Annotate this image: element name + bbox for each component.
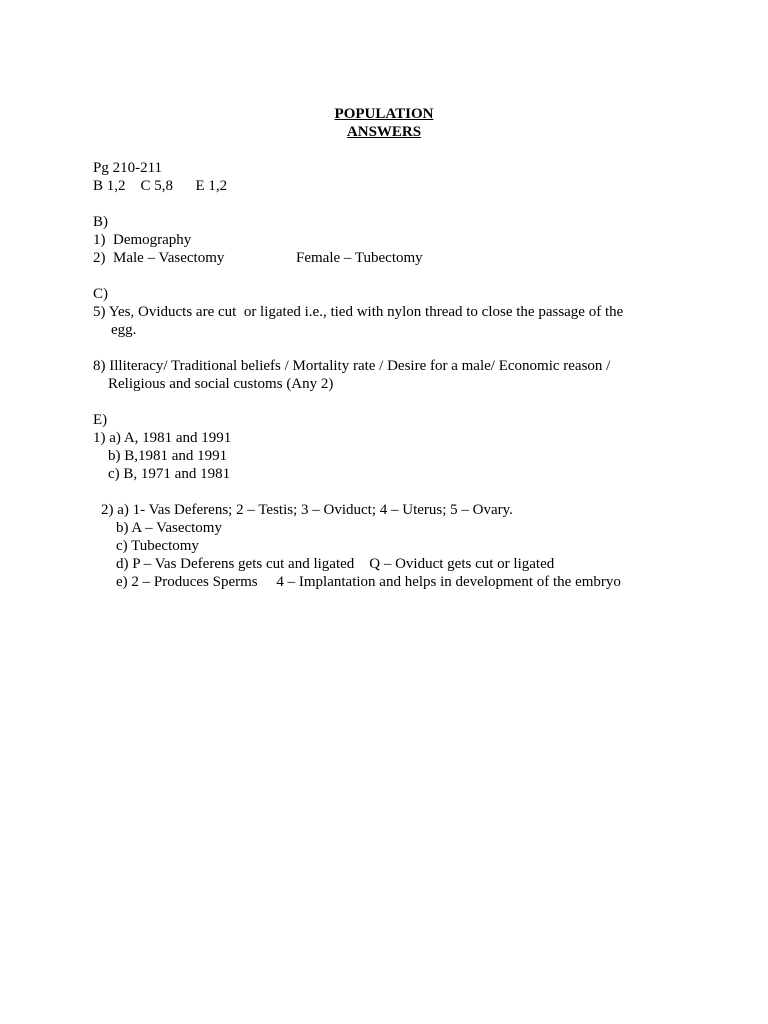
section-c-heading: C)	[93, 286, 108, 302]
answer-b2-female: Female – Tubectomy	[296, 250, 423, 266]
page-reference: Pg 210-211	[93, 160, 163, 176]
answer-e1c: c) B, 1971 and 1981	[108, 466, 231, 482]
answer-e2b: b) A – Vasectomy	[116, 520, 222, 536]
answer-c8-line2: Religious and social customs (Any 2)	[108, 376, 334, 392]
answer-b2: 2) Male – Vasectomy	[93, 250, 225, 266]
answer-c8-line1: 8) Illiteracy/ Traditional beliefs / Mortality rate / Desire for a male/ Economic reason /	[93, 358, 611, 374]
question-list: B 1,2 C 5,8 E 1,2	[93, 178, 228, 194]
section-e-heading: E)	[93, 412, 108, 428]
answer-e1a: 1) a) A, 1981 and 1991	[93, 430, 232, 446]
answer-e1b: b) B,1981 and 1991	[108, 448, 228, 464]
answer-e2a: 2) a) 1- Vas Deferens; 2 – Testis; 3 – Oviduct; 4 – Uterus; 5 – Ovary.	[101, 502, 513, 518]
answer-c5-line1: 5) Yes, Oviducts are cut or ligated i.e., tied with nylon thread to close the passage of the	[93, 304, 624, 320]
answer-e2e: e) 2 – Produces Sperms 4 – Implantation and helps in development of the embryo	[116, 574, 621, 590]
answer-e2c: c) Tubectomy	[116, 538, 199, 554]
answer-b1: 1) Demography	[93, 232, 192, 248]
answer-e2d: d) P – Vas Deferens gets cut and ligated Q – Oviduct gets cut or ligated	[116, 556, 555, 572]
document-subtitle: ANSWERS	[346, 124, 422, 140]
section-b-heading: B)	[93, 214, 108, 230]
answer-c5-line2: egg.	[111, 322, 137, 338]
document-title: POPULATION	[334, 106, 434, 122]
